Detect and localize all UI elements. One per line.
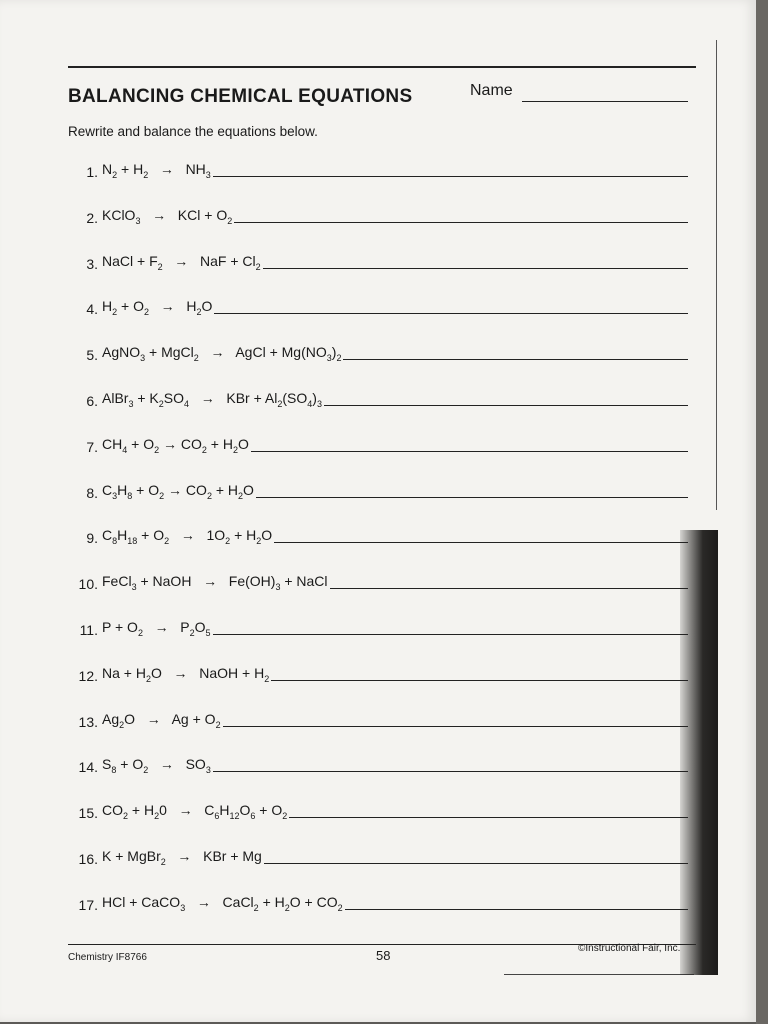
problem-number: 2. xyxy=(86,210,98,226)
problem-2 xyxy=(68,202,688,226)
equation: K + MgBr$_2$ → KBr + Mg xyxy=(102,848,262,867)
name-line xyxy=(522,101,688,102)
problem-13 xyxy=(68,706,688,730)
footer-publication: Chemistry IF8766 xyxy=(68,952,147,963)
problem-6 xyxy=(68,385,688,409)
answer-line xyxy=(213,769,688,772)
problem-number: 7. xyxy=(86,439,98,455)
equation: AlBr$_3$ + $K_2SO_4$ → KBr + $Al_2(SO_4)_3$ xyxy=(102,390,322,409)
answer-line xyxy=(214,311,688,314)
equation: $CO_2 + H_20 \to C_6H_{12}O_6 + O_2$ xyxy=(102,802,288,821)
answer-line xyxy=(324,403,688,406)
problem-number: 17. xyxy=(78,897,98,913)
equation: $CH_4 + O_2 \to CO_2 + H_2O$ xyxy=(102,436,249,455)
equation: $C_8H_{18} + O_2 \to 1O_2 + H_2O$ xyxy=(102,527,273,546)
answer-line xyxy=(264,861,688,864)
problem-number: 14. xyxy=(78,759,98,775)
answer-line xyxy=(213,174,688,177)
equation: $H_2 + O_2 \to H_2O$ xyxy=(102,298,213,317)
equation: $C_3H_8 + O_2 \to CO_2 + H_2O$ xyxy=(102,482,254,501)
footer-copyright: ©Instructional Fair, Inc. xyxy=(578,943,681,954)
problem-number: 4. xyxy=(86,301,98,317)
equation: AgNO$_3$ + MgCl$_2$ → AgCl + $Mg(NO_3)_2$ xyxy=(102,344,342,363)
equation: FeCl$_3$ + NaOH → $Fe(OH)_3$ + NaCl xyxy=(102,573,328,592)
problem-number: 8. xyxy=(86,485,98,501)
problem-15 xyxy=(68,797,688,821)
problem-number: 13. xyxy=(78,714,98,730)
problem-number: 6. xyxy=(86,393,98,409)
equation: KClO$_3$ → KCl + $O_2$ xyxy=(102,207,233,226)
answer-line xyxy=(213,632,688,635)
problem-number: 3. xyxy=(86,256,98,272)
answer-line xyxy=(263,266,688,269)
equation: $N_2 + H_2 \to NH_3$ xyxy=(102,161,211,180)
problem-number: 5. xyxy=(86,347,98,363)
page-number: 58 xyxy=(376,948,391,963)
equation: HCl + CaCO$_3$ → CaCl$_2$ + $H_2O + CO_2$ xyxy=(102,894,343,913)
problem-number: 9. xyxy=(86,530,98,546)
name-label: Name xyxy=(470,82,513,99)
answer-line xyxy=(256,495,688,498)
problem-9 xyxy=(68,522,688,546)
margin-line xyxy=(716,40,717,510)
background-strip xyxy=(756,0,768,1024)
problem-7 xyxy=(68,431,688,455)
problem-12 xyxy=(68,660,688,684)
answer-line xyxy=(343,357,688,360)
answer-line xyxy=(234,220,688,223)
top-rule xyxy=(68,66,696,68)
equation: $P + O_2 \to P_2O_5$ xyxy=(102,619,211,638)
answer-line xyxy=(289,815,688,818)
equation: $Na + H_2O$ → NaOH + $H_2$ xyxy=(102,665,270,684)
problem-number: 15. xyxy=(78,805,98,821)
problem-number: 1. xyxy=(86,164,98,180)
problem-4 xyxy=(68,293,688,317)
problem-number: 11. xyxy=(79,622,98,638)
problem-3 xyxy=(68,248,688,272)
problem-10 xyxy=(68,568,688,592)
problem-14 xyxy=(68,751,688,775)
answer-line xyxy=(345,907,688,910)
answer-line xyxy=(251,449,688,452)
problem-5 xyxy=(68,339,688,363)
problem-number: 16. xyxy=(78,851,98,867)
answer-line xyxy=(330,586,688,589)
answer-line xyxy=(223,724,688,727)
problem-11 xyxy=(68,614,688,638)
equation: NaCl + $F_2$ → NaF + $Cl_2$ xyxy=(102,253,261,272)
instructions: Rewrite and balance the equations below. xyxy=(68,124,318,139)
problem-8 xyxy=(68,477,688,501)
problem-number: 10. xyxy=(78,576,98,592)
equation: $S_8 + O_2 \to SO_3$ xyxy=(102,756,211,775)
stray-line xyxy=(504,974,694,975)
problem-number: 12. xyxy=(78,668,98,684)
equation: $Ag_2O \to Ag + O_2$ xyxy=(102,711,221,730)
problem-16 xyxy=(68,843,688,867)
answer-line xyxy=(274,540,688,543)
page-title: BALANCING CHEMICAL EQUATIONS xyxy=(68,86,413,107)
problem-1 xyxy=(68,156,688,180)
answer-line xyxy=(271,678,688,681)
page-edge-shadow xyxy=(680,530,718,975)
problem-17 xyxy=(68,889,688,913)
